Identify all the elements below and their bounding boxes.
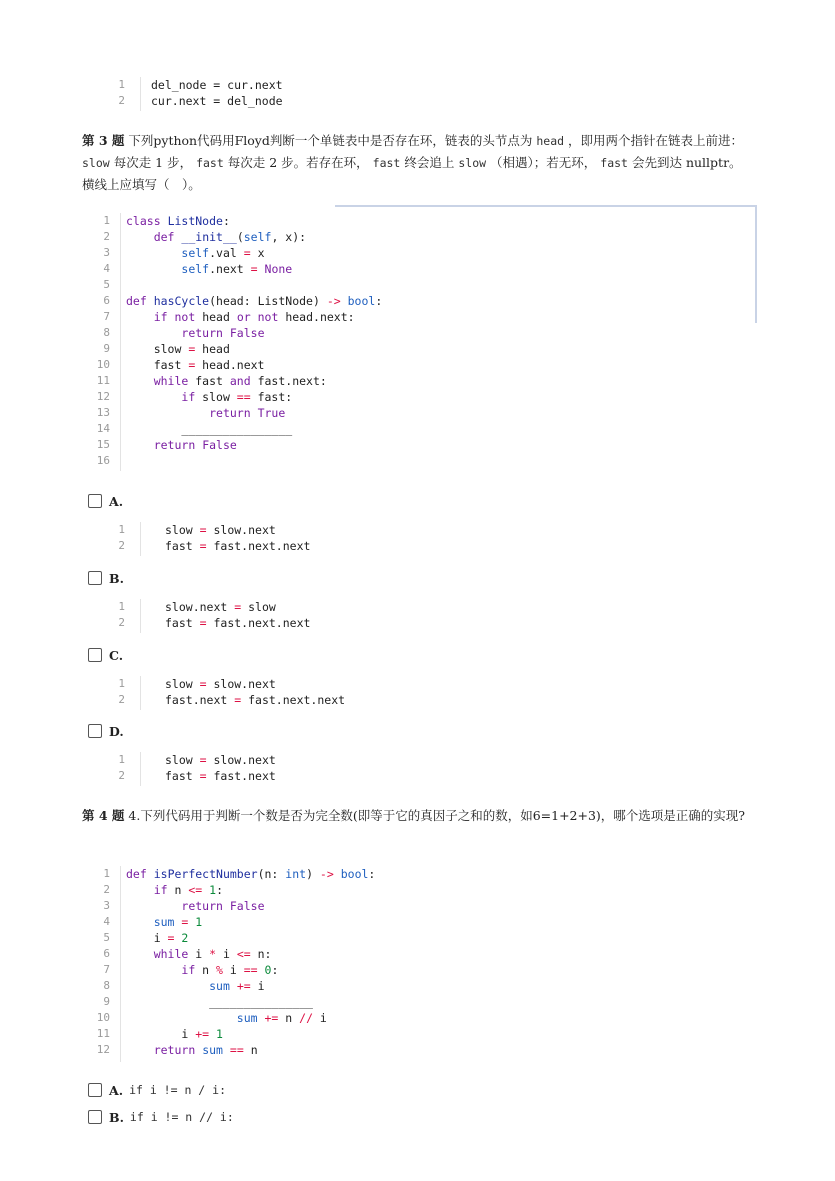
line-number: 6 [103,947,110,960]
line-number: 10 [96,1011,110,1024]
q3-text-c: 每次走 1 步， [113,155,193,170]
code-text: i += 1 [126,1027,223,1041]
line-number: 11 [96,1027,110,1040]
line-number: 7 [103,310,110,323]
inline-code-slow: slow [458,156,487,170]
option-label: B. [109,1109,124,1125]
code-gutter [140,676,141,710]
option-a-code [95,522,395,556]
code-gutter [140,77,141,111]
option-label: B. [109,570,124,586]
code-text: cur.next = del_node [151,94,283,108]
q4-text: 4.下列代码用于判断一个数是否为完全数(即等于它的真因子之和的数，如6=1+2+3)，哪个选项是正确的实现? [128,808,746,823]
code-text: fast.next = fast.next.next [165,693,346,707]
q3-text-a: 下列python代码用Floyd判断一个单链表中是否存在环，链表的头节点为 [128,133,533,148]
code-gutter [120,213,121,471]
option-code: if i != n / i: [129,1083,226,1097]
code-text: sum += n // i [236,1011,327,1025]
checkbox[interactable] [88,494,102,508]
line-number: 8 [103,326,110,339]
code-text: sum += i [209,979,265,993]
question-4-label: 第 4 题 [82,808,125,823]
code-text: self.val = x [181,246,265,260]
code-text: while i * i <= n: [153,947,272,961]
line-number: 1 [118,78,125,91]
code-text: del_node = cur.next [151,78,283,92]
checkbox[interactable] [88,724,102,738]
line-number: 8 [103,979,110,992]
blank-line-placeholder: ________________ [126,422,293,436]
code-text: self.next = None [181,262,293,276]
option-b[interactable] [88,568,124,588]
line-number: 15 [96,438,110,451]
line-number: 1 [118,523,125,536]
line-number: 5 [103,931,110,944]
code-text: if not head or not head.next: [153,310,355,324]
checkbox[interactable] [88,571,102,585]
code-gutter [140,599,141,633]
question-4-text [82,805,750,826]
line-number: 1 [118,677,125,690]
line-number: 11 [96,374,110,387]
code-block-q4 [80,866,500,1062]
q3-text-d: 每次走 2 步。若存在环， [227,155,369,170]
option-d[interactable] [88,721,124,741]
line-number: 2 [103,883,110,896]
code-text: while fast and fast.next: [153,374,327,388]
code-text: fast = fast.next.next [165,539,311,553]
code-text: if n <= 1: [153,883,224,897]
line-number: 3 [103,899,110,912]
line-number: 2 [118,693,125,706]
option-c-code [95,676,395,710]
checkbox[interactable] [88,1110,102,1124]
line-number: 1 [103,214,110,227]
option-label: C. [109,647,124,663]
line-number: 16 [96,454,110,467]
line-number: 9 [103,342,110,355]
option-code: if i != n // i: [129,1110,234,1124]
line-number: 2 [118,769,125,782]
line-number: 6 [103,294,110,307]
code-block-top [95,77,355,111]
inline-code-fast: fast [600,156,628,170]
option-label: D. [109,723,124,739]
code-text: fast = head.next [126,358,265,372]
inline-code-fast: fast [372,156,401,170]
code-gutter [120,866,121,1062]
code-text: return True [209,406,286,420]
option-c[interactable] [88,645,123,665]
inline-code-fast: fast [196,156,224,170]
line-number: 2 [118,539,125,552]
line-number: 12 [96,390,110,403]
code-text: class ListNode: [126,214,230,228]
code-text: if slow == fast: [181,390,293,404]
line-number: 7 [103,963,110,976]
code-text: if n % i == 0: [181,963,279,977]
question-3-label: 第 3 题 [82,133,125,148]
line-number: 2 [118,94,125,107]
option-label: A. [109,493,124,509]
code-text: i = 2 [126,931,189,945]
q3-text-g: 会先到达 nullptr。横线上应填写（ ）。 [82,155,742,192]
inline-code-head: head [536,134,565,148]
option-a[interactable] [88,491,123,511]
code-text: fast = fast.next [165,769,276,783]
line-number: 2 [118,616,125,629]
code-text: sum = 1 [153,915,203,929]
code-text: def isPerfectNumber(n: int) -> bool: [126,867,376,881]
code-text: return False [153,438,237,452]
code-text: return False [181,899,265,913]
line-number: 5 [103,278,110,291]
line-number: 10 [96,358,110,371]
q3-text-b: ，即用两个指针在链表上前进： [568,133,744,148]
line-number: 14 [96,422,110,435]
checkbox[interactable] [88,1083,102,1097]
code-block-q3 [80,213,500,471]
code-text: slow.next = slow [165,600,276,614]
code-gutter [140,752,141,786]
line-number: 12 [96,1043,110,1056]
code-gutter [140,522,141,556]
line-number: 4 [103,915,110,928]
checkbox[interactable] [88,648,102,662]
line-number: 13 [96,406,110,419]
option-b-code [95,599,395,633]
code-text: slow = slow.next [165,523,276,537]
code-text: def __init__(self, x): [153,230,307,244]
q3-text-e: 终会追上 [404,155,455,170]
code-text: fast = fast.next.next [165,616,311,630]
code-text: slow = slow.next [165,677,276,691]
option-label: A. [109,1082,124,1098]
line-number: 1 [103,867,110,880]
code-text: def hasCycle(head: ListNode) -> bool: [126,294,383,308]
line-number: 9 [103,995,110,1008]
code-text: return sum == n [153,1043,258,1057]
line-number: 1 [118,753,125,766]
line-number: 2 [103,230,110,243]
code-text: return False [181,326,265,340]
option-b[interactable] [88,1107,234,1127]
option-d-code [95,752,395,786]
line-number: 4 [103,262,110,275]
code-text: slow = head [126,342,230,356]
option-a[interactable] [88,1080,226,1100]
code-text: slow = slow.next [165,753,276,767]
blank-line-placeholder: _______________ [126,995,313,1009]
line-number: 1 [118,600,125,613]
q3-text-f: （相遇）；若无环， [490,155,597,170]
line-number: 3 [103,246,110,259]
question-3-text [82,130,750,195]
inline-code-slow: slow [82,156,110,170]
